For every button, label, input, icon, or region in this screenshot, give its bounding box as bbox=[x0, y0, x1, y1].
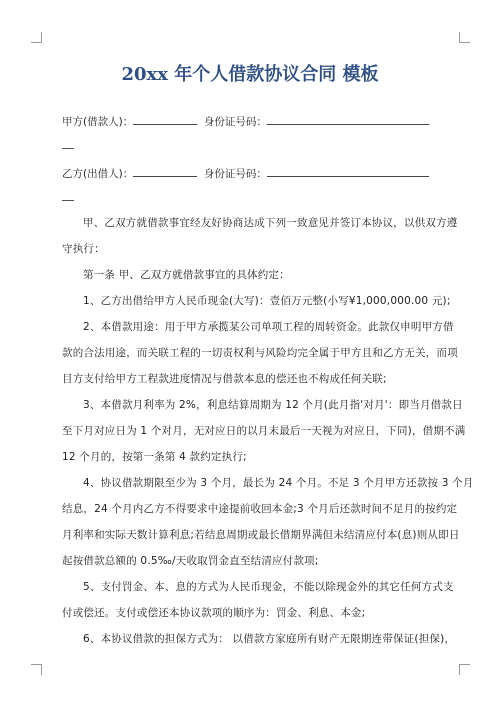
page-corner-mark-top-right bbox=[459, 32, 470, 43]
clause-3-line-3: 12 个月的，按第一条第 4 款约定执行; bbox=[62, 451, 247, 463]
clause-4-line-4: 起按借款总额的 0.5‰/天收取罚金直至结清应付款项; bbox=[62, 555, 319, 567]
clause-4-line-3: 月利率和实际天数计算利息;若结息周期或最长借期界满但未结清应付本(息)则从即日 bbox=[62, 529, 460, 541]
clause-2-line-3: 目方支付给甲方工程款进度情况与借款本息的偿还也不构成任何关联; bbox=[62, 373, 387, 385]
clause-2-line-2: 款的合法用途，而关联工程的一切责权利与风险均完全属于甲方且和乙方无关，而项 bbox=[62, 347, 458, 359]
clause-6-line-1: 6、本协议借款的担保方式为： 以借款方家庭所有财产无限期连带保证(担保)， bbox=[83, 633, 456, 645]
party-b-row bbox=[62, 166, 429, 182]
document-title: 20xx 年个人借款协议合同 模板 bbox=[121, 64, 379, 85]
page-corner-mark-bottom-right bbox=[459, 664, 470, 675]
clause-4-line-1: 4、协议借款期限至少为 3 个月，最长为 24 个月。不足 3 个月甲方还款按 3 个月 bbox=[83, 477, 474, 489]
clause-3-line-2: 至下月对应日为 1 个对月，无对应日的以月末最后一天视为对应日，下同)，借期不满 bbox=[62, 425, 466, 437]
party-a-id-label: 身份证号码： bbox=[203, 116, 267, 128]
party-b-id-label: 身份证号码： bbox=[203, 168, 267, 180]
page-corner-mark-bottom-left bbox=[31, 664, 42, 675]
party-a-name-blank bbox=[133, 114, 197, 125]
party-a-continuation-line bbox=[62, 148, 74, 149]
clause-3-line-1: 3、本借款月利率为 2%，利息结算周期为 12 个月(此月指'对月'：即当月借款日 bbox=[83, 399, 463, 411]
party-a-label: 甲方(借款人)： bbox=[62, 116, 134, 128]
clause-4-line-2: 结息，24 个月内乙方不得要求中途提前收回本金;3 个月后还款时间不足月的按约定 bbox=[62, 503, 458, 515]
agreement-body bbox=[62, 210, 474, 652]
party-b-continuation-line bbox=[62, 200, 74, 201]
party-b-label: 乙方(出借人)： bbox=[62, 168, 134, 180]
party-a-row bbox=[62, 114, 429, 130]
clause-5-line-1: 5、支付罚金、本、息的方式为人民币现金，不能以除现金外的其它任何方式支 bbox=[83, 581, 454, 593]
intro-line-2: 守执行： bbox=[62, 243, 105, 255]
clause-5-line-2: 付或偿还。支付或偿还本协议款项的顺序为：罚金、利息、本金; bbox=[62, 607, 366, 619]
party-a-id-blank bbox=[267, 114, 429, 125]
page-corner-mark-top-left bbox=[31, 32, 42, 43]
intro-line-1: 甲、乙双方就借款事宜经友好协商达成下列一致意见并签订本协议，以供双方遵 bbox=[83, 217, 458, 229]
party-b-id-blank bbox=[267, 166, 429, 177]
article-1-heading: 第一条 甲、乙双方就借款事宜的具体约定： bbox=[83, 269, 290, 281]
party-b-name-blank bbox=[133, 166, 197, 177]
clause-2-line-1: 2、本借款用途：用于甲方承揽某公司单项工程的周转资金。此款仅申明甲方借 bbox=[83, 321, 454, 333]
clause-1: 1、乙方出借给甲方人民币现金(大写)：壹佰万元整(小写¥1,000,000.00 元); bbox=[83, 295, 451, 307]
